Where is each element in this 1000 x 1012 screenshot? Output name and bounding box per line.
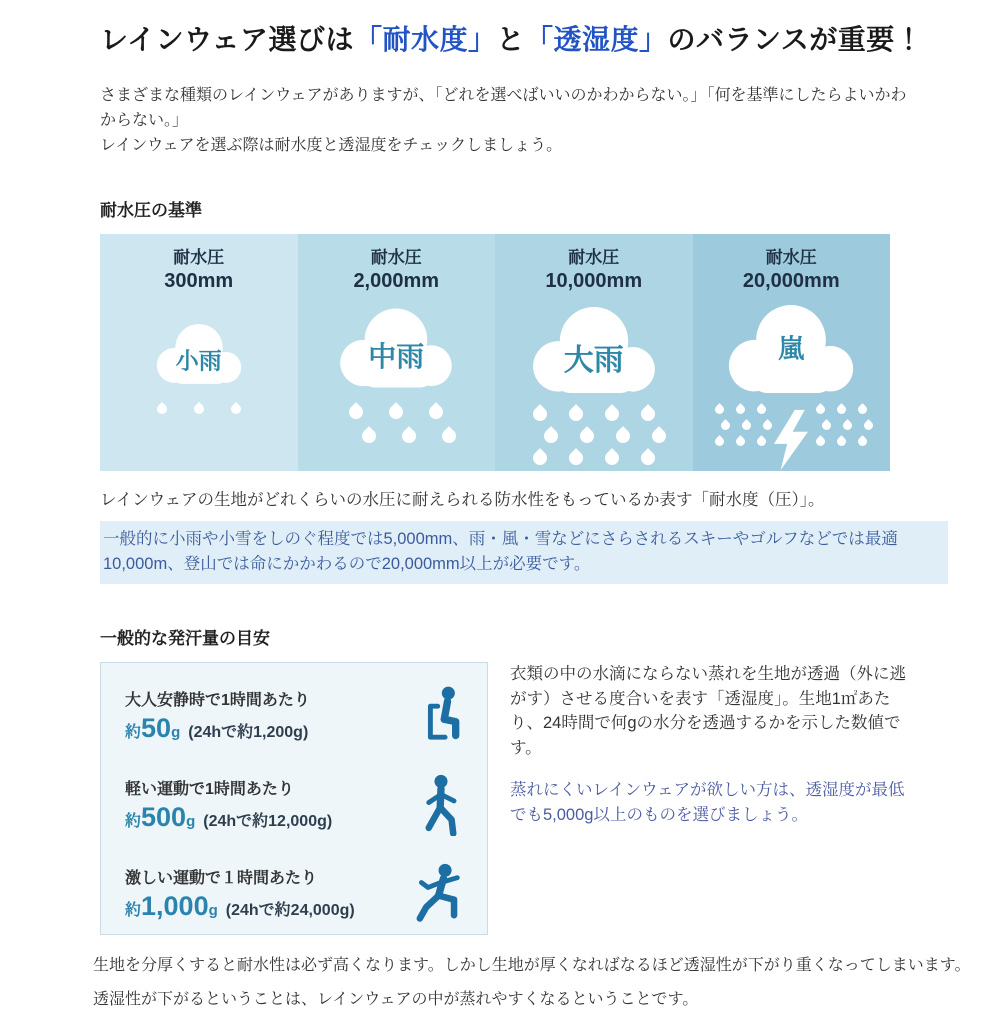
raindrops-heavy <box>533 407 655 421</box>
raindrop-icon <box>577 426 597 446</box>
sweat-box <box>100 662 488 935</box>
raindrop-icon <box>856 435 869 448</box>
column-label: 耐水圧 <box>765 248 817 268</box>
sweat-number: 50 <box>141 713 172 744</box>
sweat-item-light-exercise <box>125 774 471 836</box>
sweat-number: 500 <box>141 802 187 833</box>
raindrop-icon <box>649 426 669 446</box>
chart-caption: レインウェアの生地がどれくらいの水圧に耐えられる防水性をもっているか表す「耐水度（圧）」。 <box>100 491 825 510</box>
column-header <box>743 247 840 293</box>
cloud-label: 小雨 <box>175 347 222 374</box>
sweat-amount <box>125 713 310 744</box>
cloud-label: 大雨 <box>563 344 624 378</box>
intro-line-1: さまざまな種類のレインウェアがありますが、「どれを選べばいいのかわからない。」「何を基準にしたらよいかわからない。」 <box>100 87 907 129</box>
raindrops-heavy <box>533 451 655 465</box>
raindrop-icon <box>835 403 848 416</box>
raindrop-icon <box>761 419 774 432</box>
breathability-advice: 蒸れにくいレインウェアが欲しい方は、透湿度が最低でも5,000g以上のものを選びましょう。 <box>510 780 905 824</box>
raindrop-icon <box>613 426 633 446</box>
raindrop-icon <box>713 435 726 448</box>
column-value: 300mm <box>164 269 234 292</box>
water-resistance-chart <box>100 234 890 471</box>
title-part: と <box>496 24 526 55</box>
intro-text <box>100 84 920 158</box>
raindrop-icon <box>814 435 827 448</box>
sweat-approx: 約 <box>125 902 142 920</box>
sweat-item-label: 激しい運動で１時間あたり <box>125 870 318 888</box>
raindrop-icon <box>229 402 243 416</box>
raindrop-icon <box>346 402 366 422</box>
raindrop-icon <box>638 404 658 424</box>
sweat-number: 1,000 <box>141 891 209 922</box>
raindrop-icon <box>399 426 419 446</box>
column-label: 耐水圧 <box>568 248 620 268</box>
sweat-unit: g <box>171 724 181 742</box>
water-resistance-heading: 耐水圧の基準 <box>100 201 202 221</box>
column-header <box>545 247 642 293</box>
raindrop-icon <box>638 448 658 468</box>
column-header <box>353 247 439 293</box>
storm-graphic <box>715 405 867 471</box>
raindrop-icon <box>566 448 586 468</box>
title-part: レインウェア選びは <box>100 24 354 55</box>
sweat-unit: g <box>186 813 196 831</box>
sweat-detail: (24hで約1,200g) <box>188 724 309 742</box>
sweat-detail: (24hで約12,000g) <box>203 813 333 831</box>
raindrops-light <box>157 404 241 414</box>
column-value: 20,000mm <box>742 269 840 292</box>
sweat-amount <box>125 802 332 833</box>
raindrop-icon <box>719 419 732 432</box>
raindrop-icon <box>530 448 550 468</box>
cloud-icon <box>147 320 251 388</box>
column-header <box>164 247 233 293</box>
raindrop-icon <box>530 404 550 424</box>
title-part: のバランスが重要！ <box>667 24 924 55</box>
raindrop-icon <box>192 402 206 416</box>
column-label: 耐水圧 <box>370 248 422 268</box>
raindrops-storm <box>715 405 766 446</box>
raindrop-icon <box>734 435 747 448</box>
raindrops-medium <box>349 405 443 419</box>
raindrop-icon <box>386 402 406 422</box>
sweat-item-text <box>125 865 355 922</box>
cloud-icon <box>714 299 868 399</box>
raindrop-icon <box>814 403 827 416</box>
raindrops-heavy <box>544 429 666 443</box>
lightning-icon <box>774 409 808 471</box>
title-accent-water-resistance: 「耐水度」 <box>353 24 497 55</box>
raindrop-icon <box>734 403 747 416</box>
raindrops-storm <box>816 405 867 446</box>
footer-line-1: 生地を分厚くすると耐水性は必ず高くなります。しかし生地が厚くなればなるほど透湿性が下がり重くなってしまいます。 <box>93 956 971 974</box>
sweat-item-hard-exercise <box>125 863 471 925</box>
sweat-item-text <box>125 687 310 744</box>
raindrop-icon <box>602 404 622 424</box>
column-label: 耐水圧 <box>173 248 225 268</box>
sweat-amount <box>125 891 355 922</box>
raindrop-icon <box>856 403 869 416</box>
sweat-item-text <box>125 776 332 833</box>
cloud-label: 嵐 <box>778 333 805 364</box>
breathability-description: 衣類の中の水滴にならない蒸れを生地が透過（外に逃がす）させる度合いを表す「透湿度」。生地1㎡あたり、24時間で何gの水分を透過するかを示した数値です。 <box>510 664 906 758</box>
walking-person-icon <box>415 774 467 836</box>
cloud-label: 中雨 <box>368 340 425 372</box>
raindrop-icon <box>740 419 753 432</box>
chart-column-2000mm <box>298 234 496 471</box>
column-value: 10,000mm <box>545 269 643 292</box>
water-resistance-note: 一般的に小雨や小雪をしのぐ程度では5,000mm、雨・風・雪などにさらされるスキーやゴルフなどでは最適10,000m、登山では命にかかわるので20,000mm以上が必要です。 <box>100 521 948 584</box>
cloud-icon <box>328 303 464 393</box>
running-person-icon <box>415 863 467 925</box>
raindrop-icon <box>835 435 848 448</box>
sweat-heading: 一般的な発汗量の目安 <box>100 628 270 648</box>
sweat-section <box>100 662 960 935</box>
raindrop-icon <box>359 426 379 446</box>
sweat-item-resting <box>125 685 471 747</box>
page-title <box>100 18 960 58</box>
footer-text <box>93 954 973 1012</box>
intro-line-2: レインウェアを選ぶ際は耐水度と透湿度をチェックしましょう。 <box>100 136 563 154</box>
raindrop-icon <box>755 403 768 416</box>
sweat-unit: g <box>208 902 218 920</box>
chart-column-20000mm <box>693 234 891 471</box>
raindrop-icon <box>713 403 726 416</box>
raindrop-icon <box>862 419 875 432</box>
raindrop-icon <box>541 426 561 446</box>
raindrop-icon <box>841 419 854 432</box>
chart-column-300mm <box>100 234 298 471</box>
raindrop-icon <box>155 402 169 416</box>
title-accent-breathability: 「透湿度」 <box>525 24 668 55</box>
sitting-person-icon <box>415 685 467 747</box>
raindrop-icon <box>426 402 446 422</box>
cloud-icon <box>519 301 669 399</box>
raindrop-icon <box>820 419 833 432</box>
sweat-item-label: 大人安静時で1時間あたり <box>125 692 310 710</box>
raindrop-icon <box>755 435 768 448</box>
raindrops-medium <box>362 429 456 443</box>
chart-column-10000mm <box>495 234 693 471</box>
raindrop-icon <box>566 404 586 424</box>
sweat-item-label: 軽い運動で1時間あたり <box>125 781 294 799</box>
sweat-detail: (24hで約24,000g) <box>225 902 355 920</box>
footer-line-2: 透湿性が下がるということは、レインウェアの中が蒸れやすくなるということです。 <box>93 990 699 1008</box>
raindrop-icon <box>439 426 459 446</box>
raindrop-icon <box>602 448 622 468</box>
sweat-approx: 約 <box>125 724 142 742</box>
breathability-text <box>510 662 920 828</box>
column-value: 2,000mm <box>353 269 440 292</box>
sweat-approx: 約 <box>125 813 142 831</box>
